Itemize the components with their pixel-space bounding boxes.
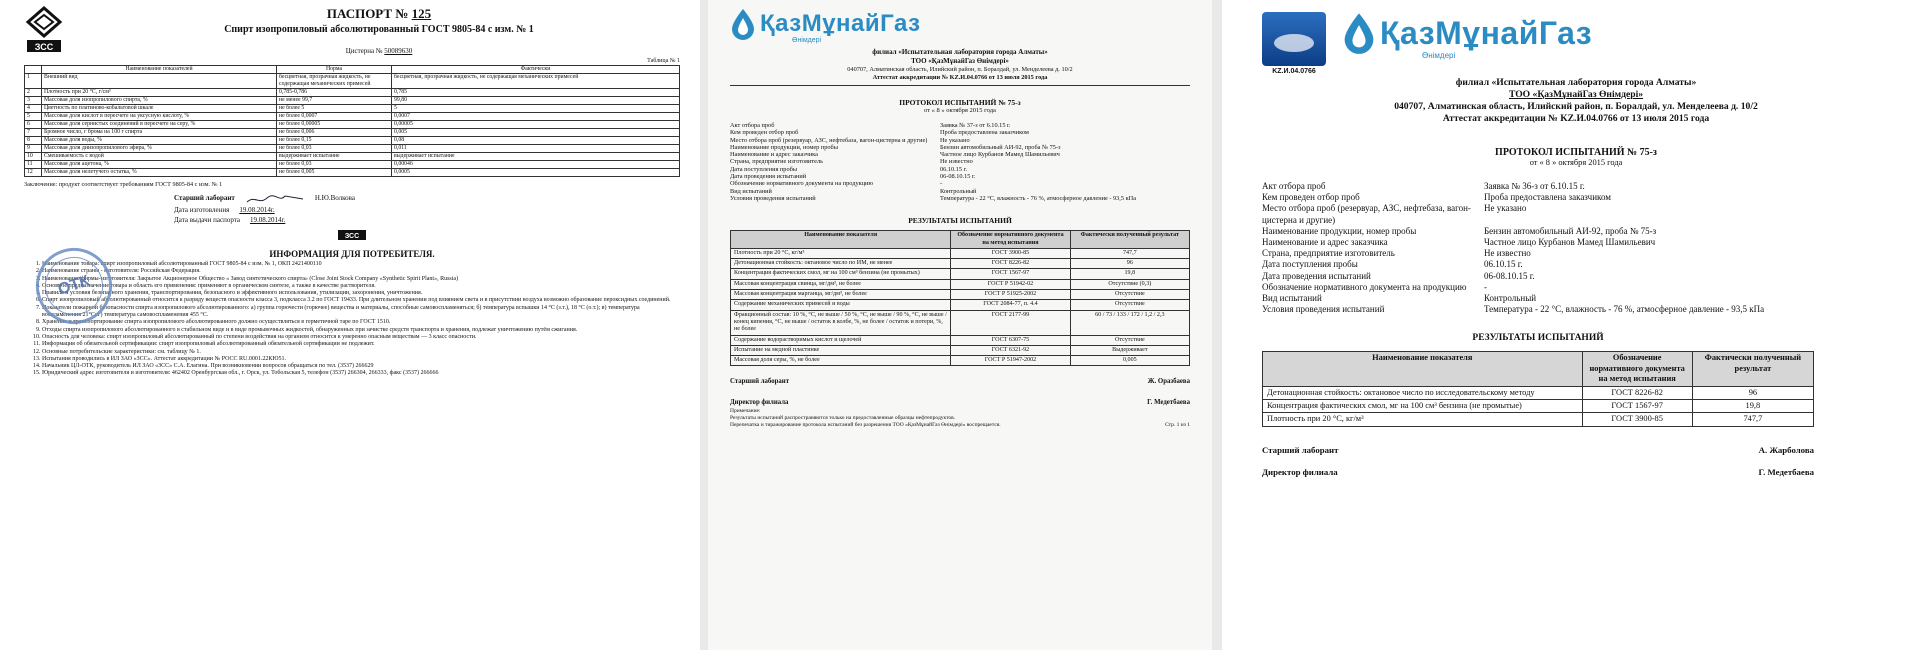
table-row <box>25 89 680 97</box>
meta-key: Дата проведения испытаний <box>1262 270 1371 281</box>
plant-logo-text: ЗСС <box>34 42 54 52</box>
passport-title-block <box>78 6 680 55</box>
kmg-brand: ҚазМұнайГаз <box>760 10 921 37</box>
kmg-brand-sub: Өнімдері <box>792 37 822 44</box>
table-row <box>1263 400 1814 413</box>
table-row <box>25 137 680 145</box>
signature-icon <box>245 193 305 205</box>
meta-row <box>730 195 1190 202</box>
cell-actual: бесцветная, прозрачная жидкость, не содержащая механических примесей <box>392 74 680 89</box>
director-role: Директор филиала <box>730 399 789 407</box>
meta-value: Температура - 22 °С, влажность - 76 %, атмосферное давление - 93,5 кПа <box>940 194 1136 202</box>
cell-no: 1 <box>25 74 42 89</box>
cell-indicator: Массовая доля изопропилового спирта, % <box>42 97 277 105</box>
cell-result: Выдерживает <box>1070 345 1189 355</box>
tank-label: Цистерна № <box>345 47 383 55</box>
info-item: 8. Хранение и транспортирование спирта изопропилового абсолютированного должно осуществляться в герметичной таре по ГОСТ 1510. <box>42 319 680 326</box>
table-row <box>731 259 1190 269</box>
meta-row <box>1262 248 1890 259</box>
meta-key: Дата поступления пробы <box>730 165 798 173</box>
cell-no: 6 <box>25 121 42 129</box>
meta-key: Место отбора проб (резервуар, АЗС, нефтебаза, вагон-цистерна и другие) <box>730 136 928 144</box>
table-row <box>1263 413 1814 426</box>
info-item: 6. Спирт изопропиловый абсолютированный относится к разряду веществ опасности класса 3, подкласса 3.2 по ГОСТ 19433. При длительном хранении под влиянием света и в присутствии воздуха возможно образование пероксидных соединений. <box>42 297 680 304</box>
cell-indicator: Массовая доля кислот в пересчете на уксусную кислоту, % <box>42 113 277 121</box>
cell-result: Отсутствие <box>1070 300 1189 310</box>
protocol-date: от « 8 » октября 2015 года <box>924 107 996 114</box>
protocol-footnote <box>730 408 1190 429</box>
lab-role: Старший лаборант <box>1262 444 1339 455</box>
table-row <box>731 290 1190 300</box>
cell-indicator: Бромное число, г брома на 100 г спирта <box>42 129 277 137</box>
signature-block <box>730 378 1190 406</box>
table-row <box>731 269 1190 279</box>
cell-indicator: Массовая доля нелетучего остатка, % <box>42 169 277 177</box>
col-no <box>25 66 42 74</box>
meta-row <box>1262 304 1890 315</box>
meta-key: Страна, предприятие изготовитель <box>1262 248 1395 259</box>
kmg-drop-icon <box>1342 12 1376 54</box>
table-header-row <box>25 66 680 74</box>
meta-key: Место отбора проб (резервуар, АЗС, нефтебаза, вагон-цистерна и другие) <box>1262 203 1471 225</box>
info-item: 1. Наименование товара: спирт изопропиловый абсолютированный ГОСТ 9805-84 с изм. № 1, ОКП 2421400110 <box>42 261 680 268</box>
cell-method: ГОСТ 1567-97 <box>951 269 1070 279</box>
info-item: 4. Основное предназначение товара и область его применения: применяют в органическом синтезе, а также в качестве растворителя. <box>42 283 680 290</box>
cell-norm: не более 0,15 <box>277 137 392 145</box>
col-actual: Фактически <box>392 66 680 74</box>
cell-no: 12 <box>25 169 42 177</box>
info-item: 11. Информация об обязательной сертификации: спирт изопропиловый абсолютированный обязательной сертификации не подлежит. <box>42 341 680 348</box>
protocol-page-right <box>1222 0 1920 650</box>
cell-indicator: Массовая доля сернистых соединений в пересчете на серу, % <box>42 121 277 129</box>
meta-value: Контрольный <box>940 187 977 195</box>
meta-row <box>730 158 1190 165</box>
accreditation-code: KZ.И.04.0766 <box>1272 68 1316 75</box>
meta-value: Частное лицо Курбанов Мамед Шамильевич <box>940 151 1060 159</box>
director-name: Г. Медетбаева <box>1758 466 1814 477</box>
date-made-label: Дата изготовления <box>174 206 230 214</box>
table-row <box>25 153 680 161</box>
page-number: Стр. 1 из 1 <box>1165 422 1190 429</box>
meta-row <box>1262 203 1890 225</box>
lab-role: Старший лаборант <box>174 194 235 202</box>
results-title: РЕЗУЛЬТАТЫ ИСПЫТАНИЙ <box>908 216 1012 226</box>
kmg-logo-block <box>1326 12 1592 60</box>
cell-actual: 0,00005 <box>392 121 680 129</box>
cell-actual: 0,011 <box>392 145 680 153</box>
meta-key: Страна, предприятие изготовитель <box>730 158 823 166</box>
kmg-logo <box>730 8 1190 40</box>
table-row <box>25 74 680 89</box>
cell-no: 9 <box>25 145 42 153</box>
passport-subtitle: Спирт изопропиловый абсолютированный ГОСТ 9805-84 с изм. № 1 <box>224 24 534 35</box>
org-line-1: филиал «Испытательная лаборатория города Алматы» <box>872 48 1048 56</box>
org-line-2: ТОО «ҚазМұнайГаз Өнімдері» <box>911 57 1009 65</box>
lab-name: Ж. Оразбаева <box>1147 378 1190 386</box>
col-indicator: Наименование показателя <box>1263 352 1583 386</box>
table-header-row <box>731 231 1190 249</box>
cell-indicator: Концентрация фактических смол, мг на 100 см³ бензина (не промытые) <box>1263 400 1583 413</box>
table-row <box>25 97 680 105</box>
cell-actual: 0,005 <box>392 129 680 137</box>
meta-row <box>730 122 1190 129</box>
meta-key: Дата проведения испытаний <box>730 173 807 181</box>
col-method: Обозначение нормативного документа на метод испытания <box>951 231 1070 249</box>
cell-indicator: Массовая доля воды, % <box>42 137 277 145</box>
date-made: 19.08.2014г. <box>239 206 275 214</box>
protocol-date: от « 8 » октября 2015 года <box>1529 158 1623 167</box>
info-item: 9. Отходы спирта изопропилового абсолютированного в стабильном виде и в виде промывочных жидкостей, обнаруженных при зачистке средств транспорта и хранения, подлежат уничтожению путём сжигания. <box>42 327 680 334</box>
cell-no: 3 <box>25 97 42 105</box>
accreditation-emblem <box>1262 12 1326 75</box>
tank-number: 50089630 <box>384 47 413 55</box>
protocol-title: ПРОТОКОЛ ИСПЫТАНИЙ № 75-з <box>899 98 1021 107</box>
info-item: 14. Начальник ЦЛ-ОТК, руководитель ИЛ ЗАО «ЗСС» С.А. Елагина. При возникновении вопросов обращаться по тел. (3537) 266629 <box>42 363 680 370</box>
meta-value: Не указано <box>940 136 970 144</box>
cell-indicator: Массовая доля диизопропилового эфира, % <box>42 145 277 153</box>
org-line-1: филиал «Испытательная лаборатория города Алматы» <box>1455 77 1697 88</box>
meta-row <box>730 144 1190 151</box>
accreditation-emblem-icon <box>1262 12 1326 66</box>
cell-method: ГОСТ 1567-97 <box>1582 400 1692 413</box>
table-row <box>731 345 1190 355</box>
cell-result: Отсутствие <box>1070 335 1189 345</box>
table-row <box>25 129 680 137</box>
cell-indicator: Плотность при 20 °С, кг/м³ <box>1263 413 1583 426</box>
cell-norm: не более 0,0007 <box>277 113 392 121</box>
meta-value: Проба предоставлена заказчиком <box>1484 192 1611 203</box>
cell-norm: бесцветная, прозрачная жидкость, не содержащая механических примесей <box>277 74 392 89</box>
date-issued-label: Дата выдачи паспорта <box>174 216 240 224</box>
table-header-row <box>1263 352 1814 386</box>
meta-value: 06-08.10.15 г. <box>1484 270 1535 281</box>
cell-actual: выдерживает испытание <box>392 153 680 161</box>
meta-key: Вид испытаний <box>730 187 772 195</box>
info-title: ИНФОРМАЦИЯ ДЛЯ ПОТРЕБИТЕЛЯ. <box>269 249 435 259</box>
cell-method: ГОСТ 3900-85 <box>951 248 1070 258</box>
meta-value: - <box>940 180 943 188</box>
cell-indicator: Детонационная стойкость: октановое число по исследовательскому методу <box>1263 386 1583 399</box>
cell-norm: выдерживает испытание <box>277 153 392 161</box>
accreditation-line: Аттестат аккредитации № KZ.И.04.0766 от 13 июля 2015 года <box>872 74 1048 81</box>
org-address <box>730 66 1190 86</box>
meta-key: Наименование продукции, номер пробы <box>730 143 838 151</box>
meta-row <box>1262 226 1890 237</box>
cell-indicator: Смешиваемость с водой <box>42 153 277 161</box>
meta-row <box>730 151 1190 158</box>
tank-line <box>78 47 680 55</box>
meta-row <box>730 188 1190 195</box>
cell-no: 11 <box>25 161 42 169</box>
passport-conclusion: Заключение: продукт соответствует требованиям ГОСТ 9805-84 с изм. № 1 <box>24 181 223 188</box>
cell-result: 96 <box>1070 259 1189 269</box>
meta-row <box>1262 237 1890 248</box>
note-2: Перепечатка и тиражирование протокола испытаний без разрешения ТОО «ҚазМұнайГаз Өнімдері» воспрещается. <box>730 422 1001 429</box>
col-norm: Норма <box>277 66 392 74</box>
cell-no: 2 <box>25 89 42 97</box>
cell-no: 10 <box>25 153 42 161</box>
protocol-page-left <box>708 0 1212 650</box>
meta-value: Не известно <box>940 158 973 166</box>
meta-key: Дата поступления пробы <box>1262 259 1358 270</box>
meta-key: Условия проведения испытаний <box>1262 304 1385 315</box>
results-table <box>1262 351 1814 426</box>
meta-row <box>1262 259 1890 270</box>
cell-no: 8 <box>25 137 42 145</box>
cell-result: 747,7 <box>1692 413 1813 426</box>
meta-key: Наименование продукции, номер пробы <box>1262 225 1417 236</box>
info-item: 5. Правила и условия безопасного хранения, транспортирования, безопасного и эффективного использования, утилизации, захоронения, уничтожения. <box>42 290 680 297</box>
meta-key: Вид испытаний <box>1262 293 1322 304</box>
meta-row <box>1262 271 1890 282</box>
table-row <box>1263 386 1814 399</box>
info-item: 13. Испытания проводились в ИЛ ЗАО «ЗСС». Аттестат аккредитации № РОСС RU.0001.22КЮ51. <box>42 356 680 363</box>
cell-indicator: Фракционный состав: 10 %, °С, не выше / 50 %, °С, не выше / 90 %, °С, не выше / конец кипения, °С, не выше / остаток в колбе, %, не более / остаток и потери, %, не более <box>731 310 951 335</box>
plant-small-logo-text: ЗСС <box>344 233 360 240</box>
table-row <box>731 248 1190 258</box>
director-name: Г. Медетбаева <box>1147 399 1190 407</box>
cell-indicator: Цветность по платиново-кобальтовой шкале <box>42 105 277 113</box>
director-role: Директор филиала <box>1262 466 1338 477</box>
meta-row <box>1262 293 1890 304</box>
meta-value: Бензин автомобильный АИ-92, проба № 75-з <box>940 143 1061 151</box>
signature-block <box>1262 445 1814 477</box>
cell-actual: 99,80 <box>392 97 680 105</box>
meta-value: 06.10.15 г. <box>940 165 968 173</box>
plant-logo-icon <box>24 6 64 54</box>
org-name <box>730 48 1190 66</box>
kmg-brand: ҚазМұнайГаз <box>1380 14 1593 51</box>
cell-method: ГОСТ Р 51942-02 <box>951 279 1070 289</box>
meta-key: Обозначение нормативного документа на продукцию <box>730 180 874 188</box>
results-table <box>730 230 1190 366</box>
kmg-logo <box>1342 12 1592 54</box>
meta-value: Проба предоставлена заказчиком <box>940 129 1029 137</box>
info-list <box>24 261 680 378</box>
org-line-2: ТОО «ҚазМұнайГаз Өнімдері» <box>1508 89 1644 100</box>
cell-indicator: Массовая концентрация свинца, мг/дм³, не более <box>731 279 951 289</box>
date-issued: 19.08.2014г. <box>249 216 286 224</box>
info-item: 2. Наименование страны - изготовителя: Российская Федерация. <box>42 268 680 275</box>
org-name <box>1262 77 1890 125</box>
meta-value: Контрольный <box>1484 293 1537 304</box>
cell-actual: 0,00046 <box>392 161 680 169</box>
meta-row <box>1262 282 1890 293</box>
table-row <box>731 279 1190 289</box>
meta-value: Бензин автомобильный АИ-92, проба № 75-з <box>1484 225 1657 236</box>
info-item: 15. Юридический адрес изготовителя и изготовителя: 462402 Оренбургская обл., г. Орск, ул. Тобольская 5, телефон (3537) 266304, 266333, факс (3537) 266666 <box>42 370 680 377</box>
meta-value: 06-08.10.15 г. <box>940 173 976 181</box>
cell-no: 5 <box>25 113 42 121</box>
meta-key: Кем проведен отбор проб <box>1262 192 1360 203</box>
col-result: Фактически полученный результат <box>1070 231 1189 249</box>
meta-value: Заявка № 36-з от 6.10.15 г. <box>1484 181 1585 191</box>
results-title: РЕЗУЛЬТАТЫ ИСПЫТАНИЙ <box>1472 333 1604 344</box>
meta-key: Условия проведения испытаний <box>730 194 816 202</box>
lab-name: Н.Ю.Волкова <box>314 194 355 202</box>
table-row <box>25 161 680 169</box>
cell-actual: 0,0007 <box>392 113 680 121</box>
protocol-meta <box>1262 181 1890 315</box>
cell-norm: не более 0,03 <box>277 145 392 153</box>
meta-row <box>730 173 1190 180</box>
cell-result: 19,8 <box>1070 269 1189 279</box>
protocol-title: ПРОТОКОЛ ИСПЫТАНИЙ № 75-з <box>1495 147 1657 158</box>
meta-value: Заявка № 37-з от 6.10.15 г. <box>940 122 1011 129</box>
cell-norm: не более 5 <box>277 105 392 113</box>
cell-actual: 0,0005 <box>392 169 680 177</box>
cell-norm: не более 0,006 <box>277 129 392 137</box>
cell-result: 19,8 <box>1692 400 1813 413</box>
cell-indicator: Массовая доля серы, %, не более <box>731 356 951 366</box>
meta-row <box>730 166 1190 173</box>
cell-indicator: Плотность при 20 °С, кг/м³ <box>731 248 951 258</box>
cell-no: 7 <box>25 129 42 137</box>
note-label: Примечание: <box>730 408 761 415</box>
passport-signature-block <box>174 193 680 225</box>
col-method: Обозначение нормативного документа на метод испытания <box>1582 352 1692 386</box>
otk-stamp: ОТК <box>26 238 122 334</box>
passport-spec-table <box>24 65 680 177</box>
address-line: 040707, Алматинская область, Илийский район, п. Боралдай, ул. Менделеева д. 10/2 <box>847 66 1073 73</box>
cell-norm: 0,785-0,786 <box>277 89 392 97</box>
cell-result: 0,005 <box>1070 356 1189 366</box>
cell-method: ГОСТ Р 51925-2002 <box>951 290 1070 300</box>
meta-key: Акт отбора проб <box>1262 181 1326 191</box>
cell-norm: не более 0,005 <box>277 169 392 177</box>
cell-norm: не более 0,03 <box>277 161 392 169</box>
cell-indicator: Массовая концентрация марганца, мг/дм³, не более <box>731 290 951 300</box>
meta-key: Наименование и адрес заказчика <box>730 151 818 159</box>
protocol-header <box>1262 12 1890 75</box>
info-item: 3. Наименование фирмы-изготовителя: Закрытое Акционерное Общество « Завод синтетического спирта» (Close Joint Stock Company «Synthetic Spirit Plant», Russia) <box>42 276 680 283</box>
meta-key: Обозначение нормативного документа на продукцию <box>1262 281 1467 292</box>
cell-indicator: Концентрация фактических смол, мг на 100 см³ бензина (не промытых) <box>731 269 951 279</box>
col-result: Фактически полученный результат <box>1692 352 1813 386</box>
lab-role: Старший лаборант <box>730 378 790 386</box>
meta-row <box>1262 181 1890 192</box>
cell-indicator: Плотность при 20 °С, г/см³ <box>42 89 277 97</box>
table-row <box>25 113 680 121</box>
cell-result: 96 <box>1692 386 1813 399</box>
cell-result: 60 / 73 / 133 / 172 / 1,2 / 2,3 <box>1070 310 1189 335</box>
col-indicator: Наименование показателей <box>42 66 277 74</box>
table-number: Таблица № 1 <box>647 58 680 64</box>
meta-row <box>730 129 1190 136</box>
meta-key: Акт отбора проб <box>730 122 775 129</box>
kmg-brand-sub: Өнімдері <box>1422 51 1456 60</box>
cell-result: 747,7 <box>1070 248 1189 258</box>
cell-result: Отсутствие <box>1070 290 1189 300</box>
kmg-drop-icon <box>730 8 756 40</box>
passport-title <box>78 6 680 22</box>
accreditation-line: Аттестат аккредитации № KZ.И.04.0766 от 13 июля 2015 года <box>1442 113 1710 124</box>
info-item: 10. Опасность для человека: спирт изопропиловый абсолютированный по степени воздействия на организм относится к умеренно опасным веществам — 3 класс опасности. <box>42 334 680 341</box>
passport-page <box>0 0 700 650</box>
cell-method: ГОСТ 6307-75 <box>951 335 1070 345</box>
cell-actual: 0,08 <box>392 137 680 145</box>
cell-method: ГОСТ 8226-82 <box>951 259 1070 269</box>
table-row <box>25 145 680 153</box>
cell-indicator: Содержание водорастворимых кислот и щелочей <box>731 335 951 345</box>
col-indicator: Наименование показателя <box>731 231 951 249</box>
cell-actual: 0,785 <box>392 89 680 97</box>
cell-no: 4 <box>25 105 42 113</box>
meta-row <box>730 180 1190 187</box>
note-1: Результаты испытаний распространяются только на предоставленные образцы нефтепродуктов. <box>730 415 956 422</box>
cell-indicator: Детонационная стойкость: октановое число по ИМ, не менее <box>731 259 951 269</box>
cell-indicator: Содержание механических примесей и воды <box>731 300 951 310</box>
protocol-meta <box>730 122 1190 202</box>
cell-result: Отсутствие (0,3) <box>1070 279 1189 289</box>
cell-method: ГОСТ 3900-85 <box>1582 413 1692 426</box>
meta-value: Температура - 22 °С, влажность - 76 %, атмосферное давление - 93,5 кПа <box>1484 304 1765 315</box>
cell-indicator: Внешний вид <box>42 74 277 89</box>
cell-indicator: Испытание на медной пластинке <box>731 345 951 355</box>
table-row <box>25 105 680 113</box>
cell-actual: 5 <box>392 105 680 113</box>
table-row <box>25 169 680 177</box>
address-line: 040707, Алматинская область, Илийский район, п. Боралдай, ул. Менделеева д. 10/2 <box>1394 101 1758 112</box>
table-row <box>731 300 1190 310</box>
meta-value: Частное лицо Курбанов Мамед Шамильевич <box>1484 237 1656 248</box>
table-row <box>731 310 1190 335</box>
table-row <box>25 121 680 129</box>
meta-key: Наименование и адрес заказчика <box>1262 237 1388 248</box>
cell-method: ГОСТ Р 51947-2002 <box>951 356 1070 366</box>
cell-method: ГОСТ 8226-82 <box>1582 386 1692 399</box>
meta-value: Не известно <box>1484 248 1531 259</box>
meta-value: 06.10.15 г. <box>1484 259 1523 270</box>
cell-indicator: Массовая доля ацетона, % <box>42 161 277 169</box>
cell-method: ГОСТ 6321-92 <box>951 345 1070 355</box>
passport-title-label: ПАСПОРТ № <box>326 6 409 21</box>
passport-header <box>24 6 680 55</box>
meta-row <box>1262 192 1890 203</box>
cell-method: ГОСТ 2177-99 <box>951 310 1070 335</box>
cell-norm: не более 0,00005 <box>277 121 392 129</box>
table-row <box>731 335 1190 345</box>
small-logo <box>24 227 680 245</box>
lab-name: А. Жарболова <box>1758 444 1814 455</box>
cell-method: ГОСТ 2084-77, п. 4.4 <box>951 300 1070 310</box>
meta-value: Не указано <box>1484 203 1527 214</box>
meta-value: - <box>1484 281 1487 292</box>
info-item: 7. Показатели пожарной безопасности спирта изопропилового абсолютированного: а) группа горючести (горючее) вещества и материалы, способные самовоспламеняться; б) температура вспышки 14 °С (з.т.), 18 °С (о.т.); в) температура воспламенения 21°С; г) температура самовоспламенения 455 °С. <box>42 305 680 320</box>
info-item: 12. Основные потребительские характеристики: см. таблицу № 1. <box>42 349 680 356</box>
passport-number: 125 <box>411 6 432 21</box>
table-row <box>731 356 1190 366</box>
cell-norm: не менее 99,7 <box>277 97 392 105</box>
plant-small-logo-icon <box>338 230 366 240</box>
meta-row <box>730 137 1190 144</box>
meta-key: Кем проведен отбор проб <box>730 129 799 137</box>
